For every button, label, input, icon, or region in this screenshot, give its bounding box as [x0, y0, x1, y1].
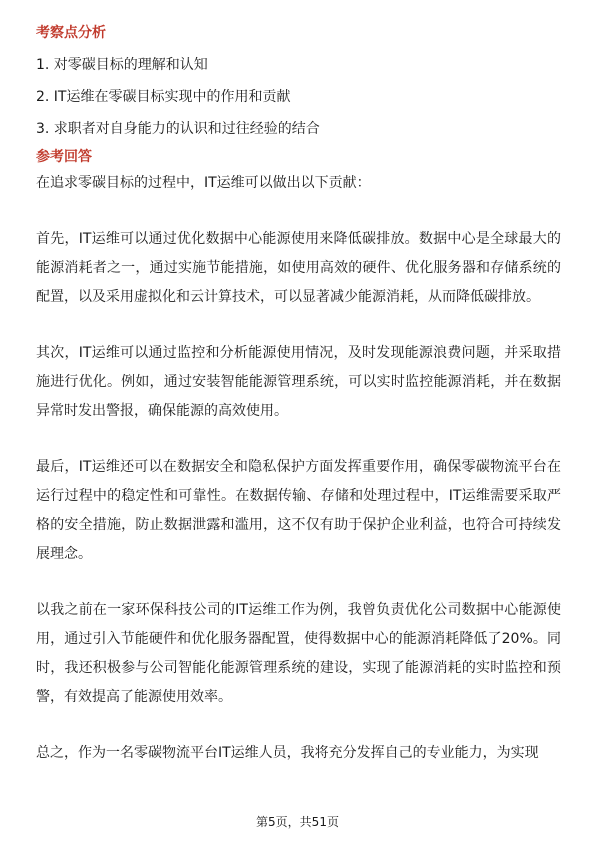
answer-heading: 参考回答 — [36, 149, 92, 165]
answer-paragraph-experience: 以我之前在一家环保科技公司的IT运维工作为例，我曾负责优化公司数据中心能源使用，通过引入节能硬件和优化服务器配置，使得数据中心的能源消耗降低了20%。同时，我还积极参与公司智能化能源管理系统的建设，实现了能源消耗的实时监控和预警，有效提高了能源使用效率。 — [36, 602, 561, 705]
answer-paragraph-first: 首先，IT运维可以通过优化数据中心能源使用来降低碳排放。数据中心是全球最大的能源消耗者之一，通过实施节能措施，如使用高效的硬件、优化服务器和存储系统的配置，以及采用虚拟化和云计算技术，可以显著减少能源消耗，从而降低碳排放。 — [36, 231, 561, 305]
page-content — [36, 23, 561, 768]
answer-body — [36, 169, 561, 768]
answer-paragraph-intro: 在追求零碳目标的过程中，IT运维可以做出以下贡献： — [36, 175, 371, 191]
analysis-item: 3. 求职者对自身能力的认识和过往经验的结合 — [36, 121, 320, 137]
page-number: 第5页，共51页 — [256, 815, 339, 829]
analysis-item: 1. 对零碳目标的理解和认知 — [36, 57, 208, 73]
answer-paragraph-second: 其次，IT运维可以通过监控和分析能源使用情况，及时发现能源浪费问题，并采取措施进行优化。例如，通过安装智能能源管理系统，可以实时监控能源消耗，并在数据异常时发出警报，确保能源的高效使用。 — [36, 345, 561, 419]
answer-paragraph-conclusion: 总之，作为一名零碳物流平台IT运维人员，我将充分发挥自己的专业能力，为实现 — [36, 745, 539, 761]
analysis-item: 2. IT运维在零碳目标实现中的作用和贡献 — [36, 89, 291, 105]
analysis-heading: 考察点分析 — [36, 25, 106, 41]
answer-paragraph-third: 最后，IT运维还可以在数据安全和隐私保护方面发挥重要作用，确保零碳物流平台在运行过程中的稳定性和可靠性。在数据传输、存储和处理过程中，IT运维需要采取严格的安全措施，防止数据泄露和滥用，这不仅有助于保护企业利益，也符合可持续发展理念。 — [36, 459, 561, 562]
analysis-list — [36, 55, 561, 139]
